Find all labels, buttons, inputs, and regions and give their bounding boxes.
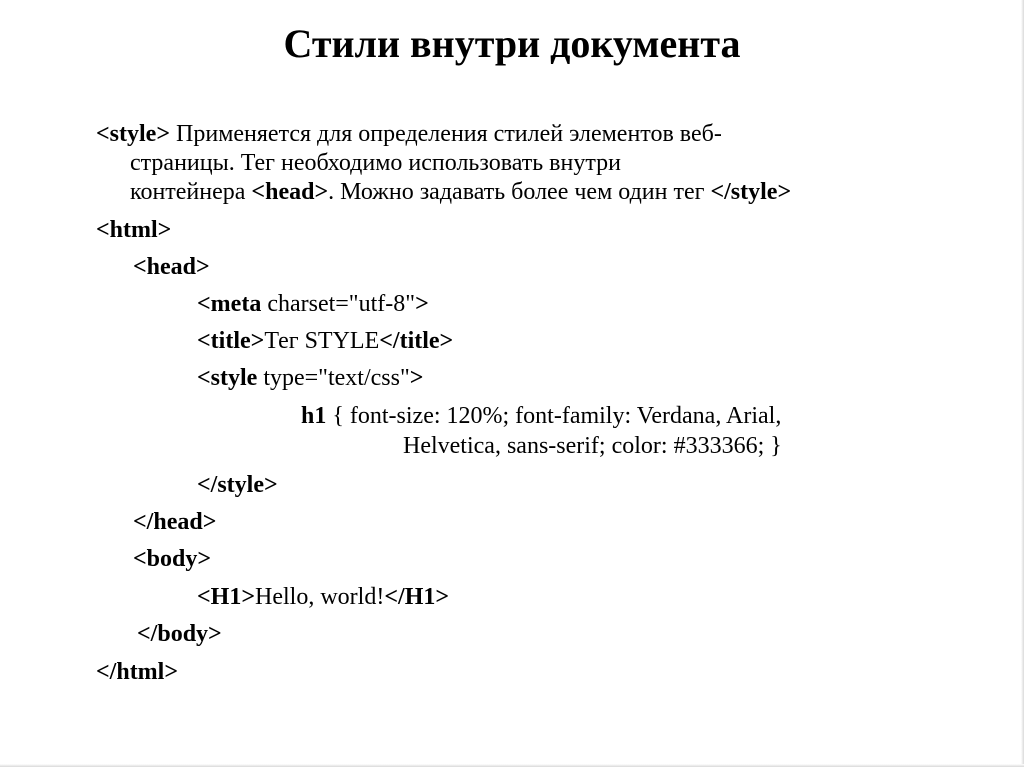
code-html-close: </html>: [96, 659, 179, 685]
code-style-open-line: <style type="text/css">: [197, 365, 424, 391]
slide-title: Стили внутри документа: [283, 21, 741, 66]
intro-line-1: [96, 120, 722, 148]
code-css-rule-line-1: h1 { font-size: 120%; font-family: Verdana, Arial,: [301, 403, 782, 429]
code-html-open: <html>: [96, 217, 172, 243]
code-head-open: <head>: [133, 254, 210, 280]
code-body-open: <body>: [133, 546, 212, 572]
intro-line-2: [130, 149, 621, 177]
intro-line-3: [130, 178, 791, 206]
code-head-close: </head>: [133, 509, 217, 535]
code-title-line: <title>Тег STYLE</title>: [197, 328, 454, 354]
code-body-close: </body>: [137, 621, 222, 647]
style-open-tag: <style>: [96, 121, 171, 147]
style-close-tag-inline: </style>: [710, 179, 792, 205]
intro-text-3: контейнера: [130, 179, 252, 205]
intro-text-4: . Можно задавать более чем один тег: [328, 179, 711, 205]
intro-text-1: Применяется для определения стилей элементов веб-: [170, 121, 722, 147]
code-h1-line: <H1>Hello, world!</H1>: [197, 584, 450, 610]
code-meta-line: <meta charset="utf-8">: [197, 291, 429, 317]
code-css-rule-line-2: Helvetica, sans-serif; color: #333366; }: [403, 433, 782, 459]
intro-text-2: страницы. Тег необходимо использовать внутри: [130, 150, 621, 176]
head-tag-inline: <head>: [251, 179, 329, 205]
code-style-close: </style>: [197, 472, 278, 498]
